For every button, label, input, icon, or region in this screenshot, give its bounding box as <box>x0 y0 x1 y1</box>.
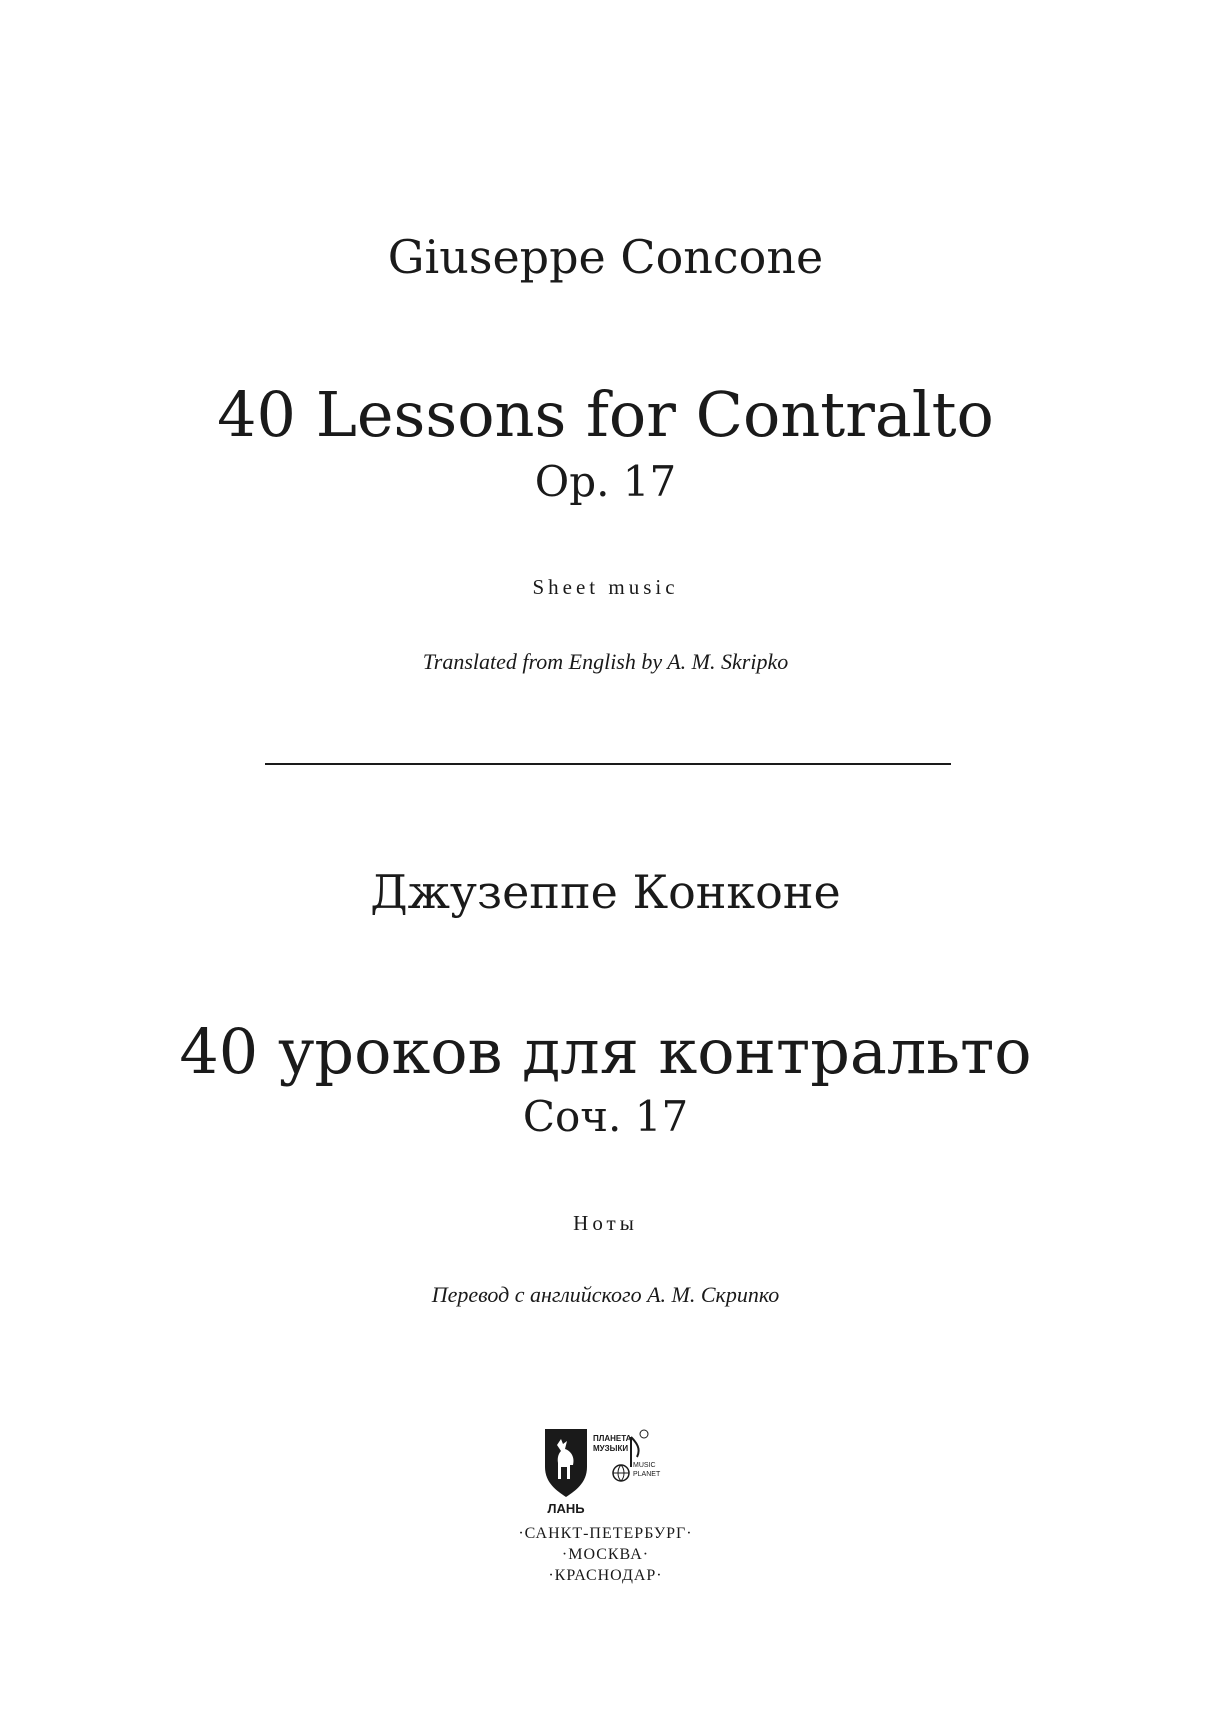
opus-russian: Соч. 17 <box>522 1092 689 1141</box>
title-english: 40 Lessons for Contralto <box>217 378 994 451</box>
publisher-logo <box>537 1427 677 1517</box>
logo-lan-text: ЛАНЬ <box>547 1501 585 1516</box>
kind-russian: Ноты <box>573 1211 638 1235</box>
logo-text-planeta: ПЛАНЕТА <box>593 1434 632 1443</box>
divider-rule <box>265 763 951 765</box>
logo-text-muzyki: МУЗЫКИ <box>593 1444 629 1453</box>
kind-english: Sheet music <box>532 575 679 599</box>
author-russian: Джузеппе Конконе <box>370 865 841 919</box>
city-line: ·МОСКВА· <box>561 1546 650 1563</box>
translator-english: Translated from English by A. M. Skripko <box>422 649 789 674</box>
title-russian: 40 уроков для контральто <box>179 1015 1032 1088</box>
city-line: ·КРАСНОДАР· <box>548 1567 663 1584</box>
logo-text-planet: PLANET <box>633 1471 661 1478</box>
author-english: Giuseppe Concone <box>387 230 824 284</box>
opus-english: Op. 17 <box>534 457 677 506</box>
city-line: ·САНКТ-ПЕТЕРБУРГ· <box>518 1525 693 1542</box>
logo-text-music: MUSIC <box>633 1462 656 1469</box>
translator-russian: Перевод с английского А. М. Скрипко <box>431 1282 780 1307</box>
